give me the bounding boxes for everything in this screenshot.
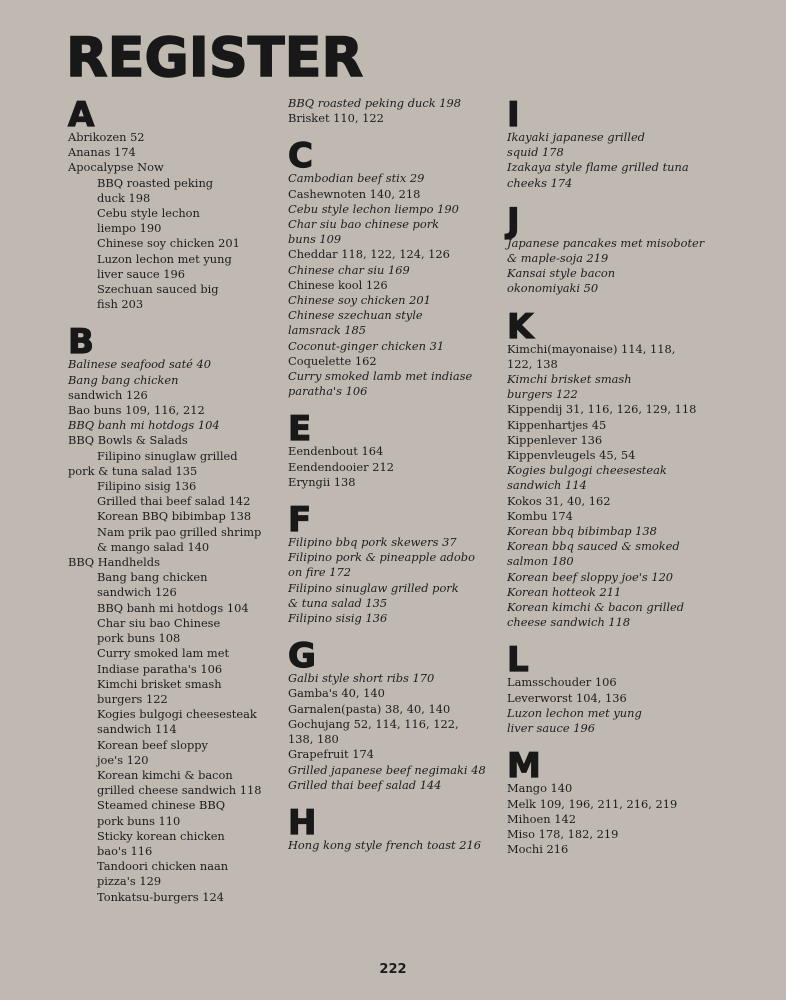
index-entry: lamsrack 185	[288, 323, 366, 338]
index-entry: sandwich 114	[507, 478, 587, 493]
index-subentry: Korean beef sloppy	[97, 737, 208, 752]
index-entry: salmon 180	[507, 554, 574, 569]
index-subentry: Luzon lechon met yung	[97, 251, 232, 266]
index-entry: Mochi 216	[507, 842, 569, 857]
index-entry: Abrikozen 52	[68, 130, 145, 144]
index-entry: Garnalen(pasta) 38, 40, 140	[288, 701, 451, 716]
index-subentry: liempo 190	[97, 221, 162, 236]
index-entry: Chinese kool 126	[288, 277, 388, 292]
index-entry: Korean bbq bibimbap 138	[507, 524, 657, 539]
index-entry: Hong kong style french toast 216	[288, 837, 481, 852]
section-letter-k: K	[507, 306, 534, 347]
index-subentry: Cebu style lechon	[97, 206, 200, 221]
index-subentry: sandwich 126	[97, 585, 177, 600]
index-entry: Gochujang 52, 114, 116, 122,	[288, 716, 459, 731]
index-entry: Cheddar 118, 122, 124, 126	[288, 247, 450, 262]
index-subentry: Grilled thai beef salad 142	[97, 494, 251, 509]
index-entry: Brisket 110, 122	[288, 111, 384, 126]
index-entry: Bang bang chicken	[68, 372, 179, 387]
page-title: REGISTER	[66, 26, 364, 89]
section-spacer	[68, 312, 278, 323]
index-entry: Cebu style lechon liempo 190	[288, 201, 459, 216]
index-subentry: Tandoori chicken naan	[97, 859, 229, 874]
index-entry: squid 178	[507, 145, 564, 160]
index-entry: pork & tuna salad 135	[68, 463, 198, 478]
index-entry: & tuna salad 135	[288, 595, 388, 610]
section-spacer	[507, 297, 717, 308]
index-entry: BBQ Handhelds	[68, 555, 160, 570]
index-entry: Izakaya style flame grilled tuna	[507, 160, 689, 175]
index-subentry: Bang bang chicken	[97, 570, 208, 585]
index-entry: Korean hotteok 211	[507, 584, 622, 599]
index-entry: BBQ Bowls & Salads	[68, 433, 188, 448]
index-subentry: Korean BBQ bibimbap 138	[97, 509, 252, 524]
index-entry: cheeks 174	[507, 175, 573, 190]
index-entry: BBQ roasted peking duck 198	[288, 96, 461, 110]
index-entry: Filipino pork & pineapple adobo	[288, 550, 475, 565]
index-subentry: & mango salad 140	[97, 539, 210, 554]
section-letter-h: H	[288, 802, 317, 843]
index-entry: Chinese soy chicken 201	[288, 293, 431, 308]
section-letter-m: M	[507, 746, 541, 787]
index-subentry: Chinese soy chicken 201	[97, 236, 240, 251]
section-letter-j: J	[507, 200, 520, 241]
index-entry: Melk 109, 196, 211, 216, 219	[507, 796, 678, 811]
index-entry: Lamsschouder 106	[507, 675, 617, 690]
section-letter-b: B	[68, 322, 94, 363]
index-entry: BBQ banh mi hotdogs 104	[68, 418, 220, 433]
index-entry: Bao buns 109, 116, 212	[68, 403, 205, 418]
index-entry: Kimchi brisket smash	[507, 372, 632, 387]
index-column-3	[507, 96, 717, 857]
index-subentry: sandwich 114	[97, 722, 177, 737]
index-entry: Cambodian beef stix 29	[288, 171, 425, 186]
index-entry: Kippenhartjes 45	[507, 417, 607, 432]
index-subentry: Nam prik pao grilled shrimp	[97, 524, 262, 539]
index-entry: Luzon lechon met yung	[507, 705, 642, 720]
index-entry: liver sauce 196	[507, 721, 595, 736]
index-subentry: bao's 116	[97, 843, 153, 858]
index-entry: Kippenvleugels 45, 54	[507, 448, 636, 463]
index-entry: Eryngii 138	[288, 474, 356, 489]
index-subentry: fish 203	[97, 297, 144, 312]
index-column-1	[68, 96, 278, 905]
index-subentry: Tonkatsu-burgers 124	[97, 889, 224, 904]
index-subentry: pork buns 108	[97, 631, 181, 646]
index-entry: Galbi style short ribs 170	[288, 671, 435, 686]
index-entry: Kombu 174	[507, 508, 573, 523]
index-subentry: Sticky korean chicken	[97, 828, 225, 843]
page-number: 222	[379, 962, 407, 977]
index-subentry: Szechuan sauced big	[97, 282, 219, 297]
index-subentry: pork buns 110	[97, 813, 181, 828]
section-letter-a: A	[68, 95, 95, 135]
index-entry: Grapefruit 174	[288, 747, 374, 762]
index-subentry: Korean kimchi & bacon	[97, 767, 233, 782]
index-entry: Mihoen 142	[507, 811, 576, 826]
index-subentry: Indiase paratha's 106	[97, 661, 223, 676]
section-spacer	[288, 793, 510, 804]
index-subentry: Char siu bao Chinese	[97, 615, 221, 630]
index-subentry: grilled cheese sandwich 118	[97, 783, 262, 798]
index-entry: Filipino bbq pork skewers 37	[288, 535, 457, 550]
index-entry: Korean bbq sauced & smoked	[507, 539, 680, 554]
section-spacer	[288, 126, 510, 137]
index-subentry: duck 198	[97, 190, 151, 205]
index-entry: on fire 172	[288, 565, 351, 580]
index-subentry: joe's 120	[97, 752, 149, 767]
index-entry: cheese sandwich 118	[507, 615, 631, 630]
index-entry: Cashewnoten 140, 218	[288, 186, 421, 201]
index-entry: Kokos 31, 40, 162	[507, 493, 611, 508]
section-spacer	[288, 626, 510, 637]
index-entry: Gamba's 40, 140	[288, 686, 385, 701]
index-entry: Kogies bulgogi cheesesteak	[507, 463, 667, 478]
section-letter-e: E	[288, 409, 312, 450]
index-entry: Japanese pancakes met misoboter	[507, 235, 705, 250]
index-entry: Kansai style bacon	[507, 266, 616, 281]
index-entry: Korean kimchi & bacon grilled	[507, 600, 685, 615]
index-entry: Kippenlever 136	[507, 432, 603, 447]
index-entry: Kippendij 31, 116, 126, 129, 118	[507, 402, 697, 417]
index-subentry: burgers 122	[97, 691, 168, 706]
index-subentry: Steamed chinese BBQ	[97, 798, 226, 813]
index-entry: & maple-soja 219	[507, 251, 609, 266]
index-subentry: BBQ banh mi hotdogs 104	[97, 600, 249, 615]
index-entry: Apocalypse Now	[68, 160, 164, 175]
section-spacer	[507, 191, 717, 202]
index-entry: Mango 140	[507, 781, 573, 796]
index-subentry: Curry smoked lam met	[97, 646, 230, 661]
section-spacer	[288, 490, 510, 501]
index-entry: Char siu bao chinese pork	[288, 217, 440, 232]
section-letter-i: I	[507, 95, 520, 135]
section-letter-f: F	[288, 500, 312, 541]
index-entry: Ananas 174	[68, 145, 136, 160]
index-entry: Leverworst 104, 136	[507, 690, 627, 705]
index-subentry: Filipino sinuglaw grilled	[97, 448, 238, 463]
index-entry: Eendenbout 164	[288, 444, 384, 459]
section-letter-l: L	[507, 640, 529, 681]
index-entry: burgers 122	[507, 387, 578, 402]
index-subentry: BBQ roasted peking	[97, 175, 214, 190]
index-entry: Eendendooier 212	[288, 459, 394, 474]
index-subentry: Kimchi brisket smash	[97, 676, 222, 691]
index-column-2	[288, 96, 510, 853]
section-letter-c: C	[288, 136, 313, 177]
index-entry: okonomiyaki 50	[507, 281, 599, 296]
section-spacer	[288, 399, 510, 410]
index-entry: Balinese seafood saté 40	[68, 357, 212, 372]
index-entry: sandwich 126	[68, 387, 148, 402]
index-subentry: Kogies bulgogi cheesesteak	[97, 707, 257, 722]
index-entry: Grilled thai beef salad 144	[288, 777, 442, 792]
section-letter-g: G	[288, 636, 316, 677]
index-entry: Curry smoked lamb met indiase	[288, 369, 473, 384]
index-subentry: Filipino sisig 136	[97, 479, 197, 494]
index-entry: Coconut-ginger chicken 31	[288, 338, 445, 353]
index-entry: Coquelette 162	[288, 353, 377, 368]
index-entry: Chinese szechuan style	[288, 308, 423, 323]
index-entry: Filipino sisig 136	[288, 611, 388, 626]
index-entry: Ikayaki japanese grilled	[507, 130, 645, 144]
index-subentry: pizza's 129	[97, 874, 162, 889]
index-entry: Korean beef sloppy joe's 120	[507, 569, 674, 584]
index-subentry: liver sauce 196	[97, 266, 185, 281]
index-entry: Miso 178, 182, 219	[507, 826, 619, 841]
index-entry: 138, 180	[288, 732, 339, 747]
section-spacer	[507, 630, 717, 641]
index-entry: paratha's 106	[288, 384, 368, 399]
index-entry: 122, 138	[507, 356, 558, 371]
index-entry: buns 109	[288, 232, 342, 247]
index-entry: Filipino sinuglaw grilled pork	[288, 580, 459, 595]
index-entry: Grilled japanese beef negimaki 48	[288, 762, 486, 777]
index-entry: Chinese char siu 169	[288, 262, 410, 277]
index-entry: Kimchi(mayonaise) 114, 118,	[507, 341, 676, 356]
